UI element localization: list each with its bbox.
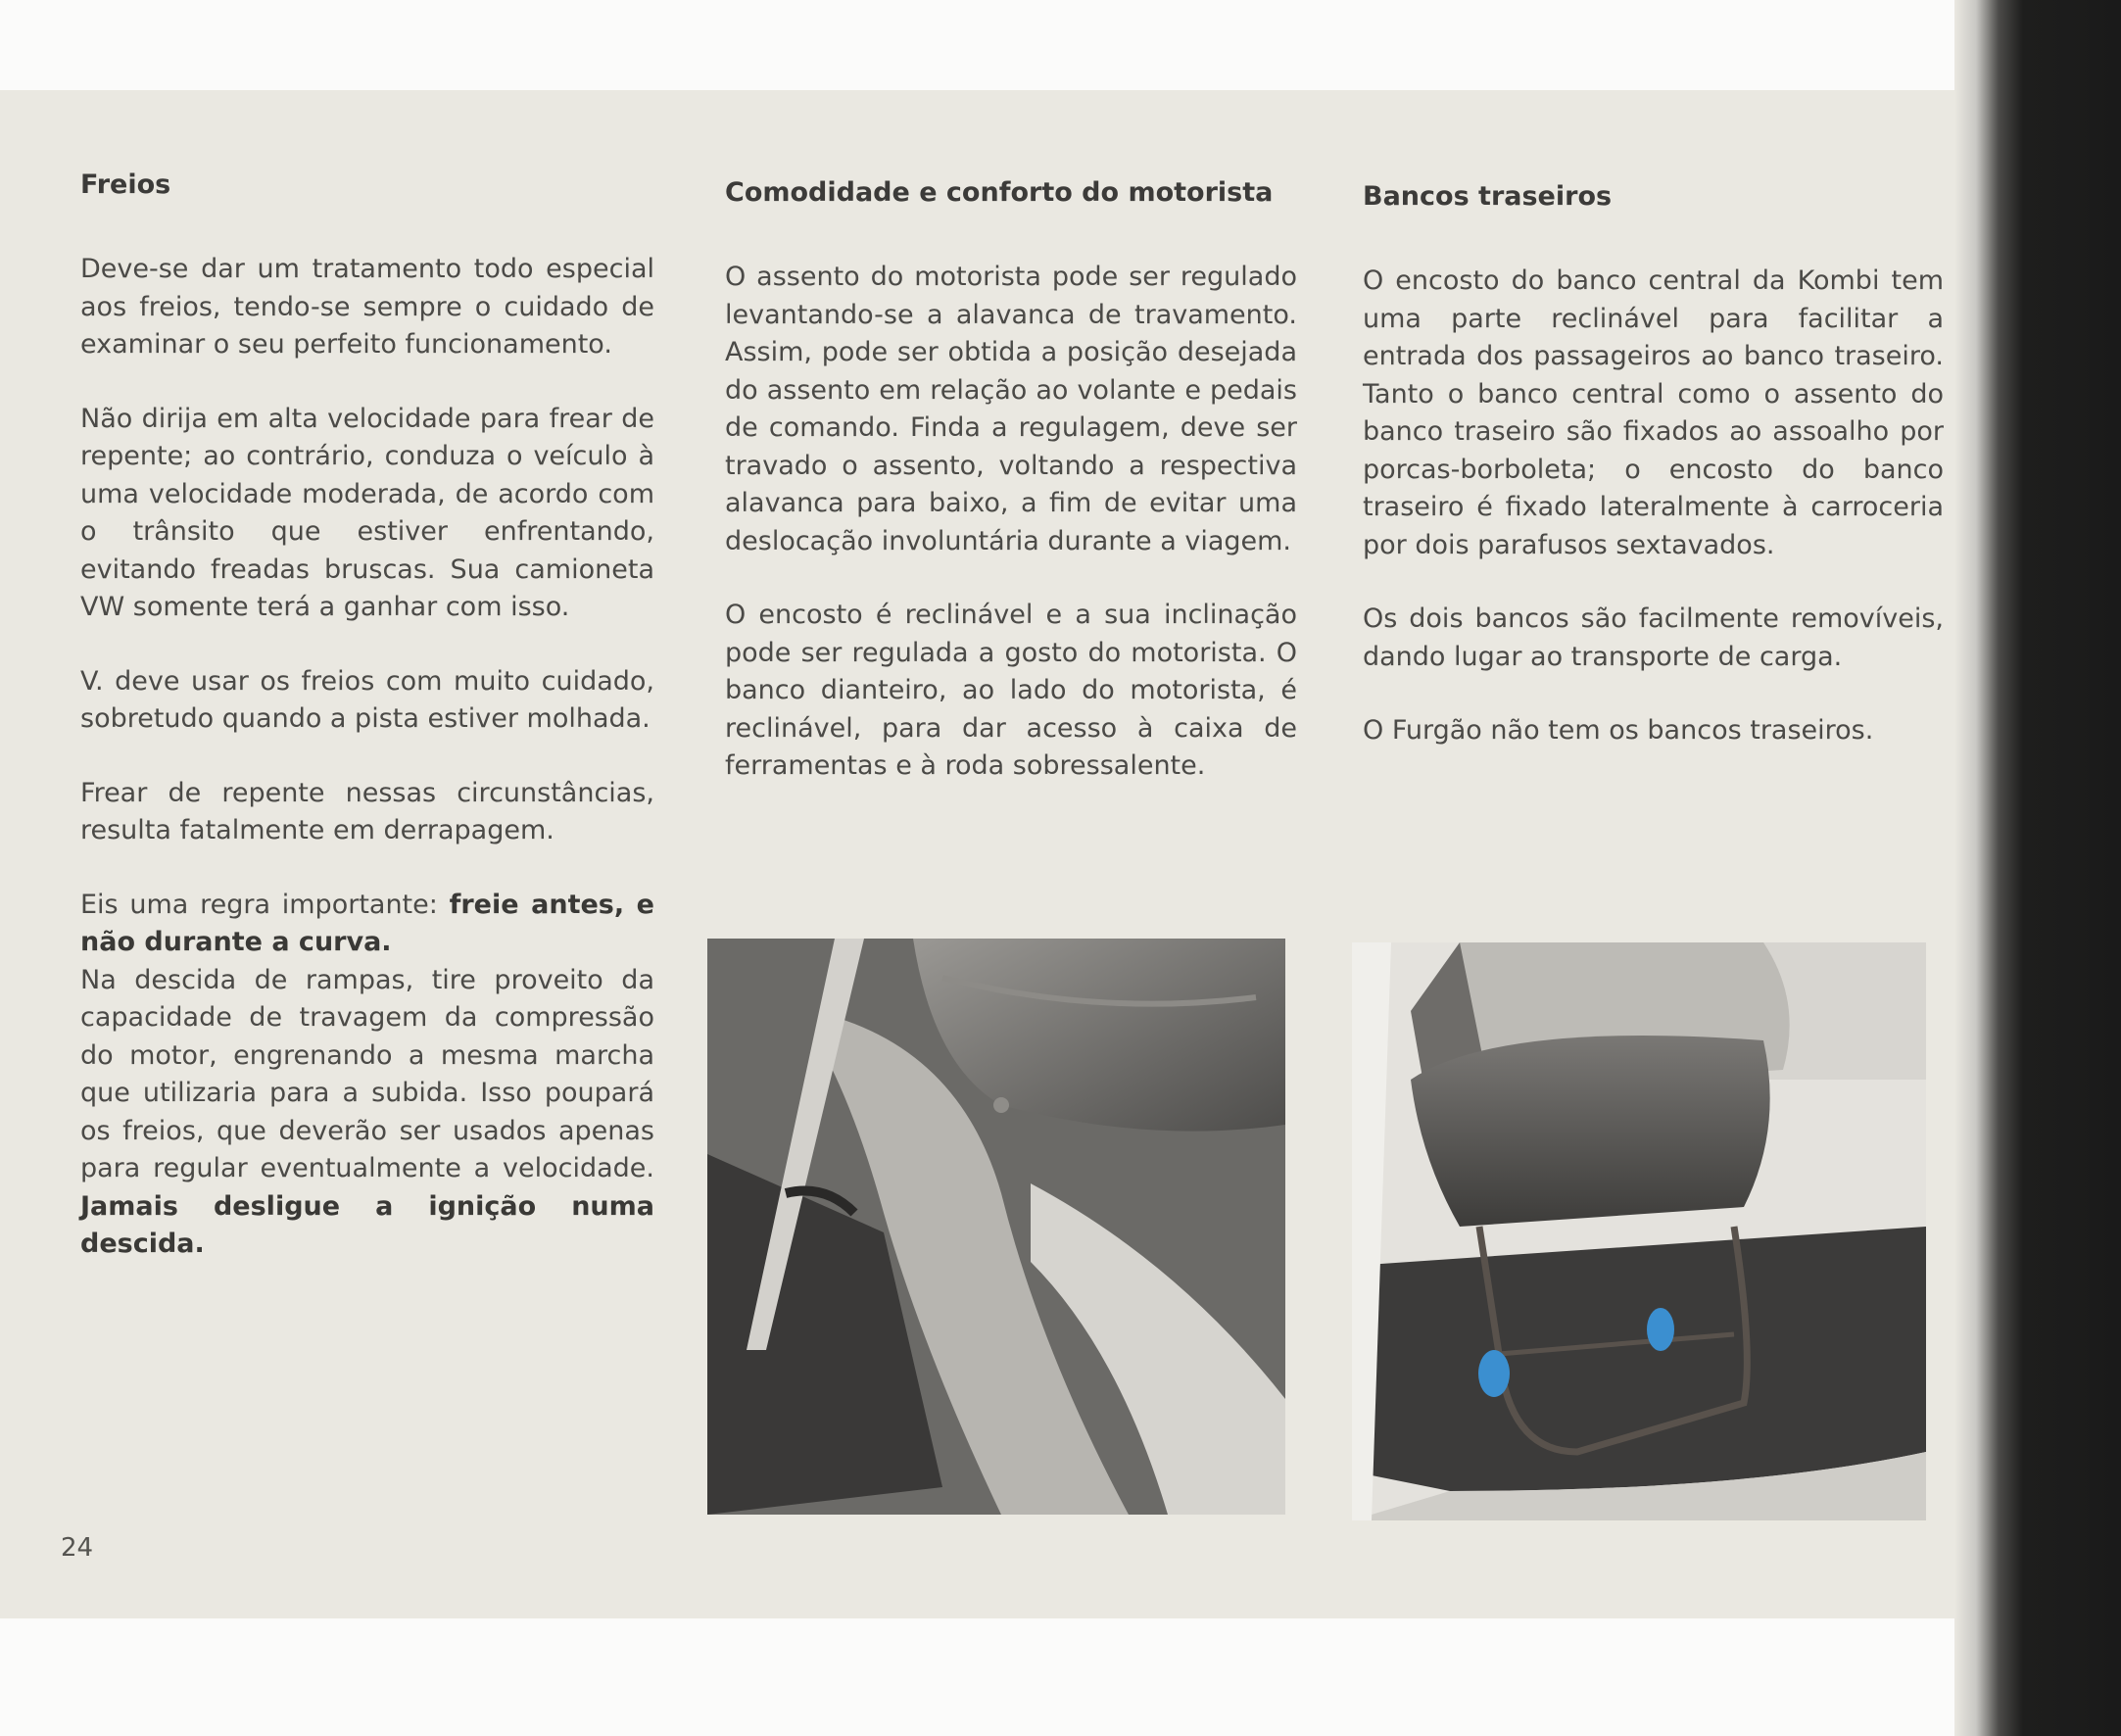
- paragraph: Não dirija em alta velocidade para frear de repente; ao contrário, conduza o veículo à uma velocidade moderada, de acordo com o trânsito que estiver enfrentando, evitando freadas bruscas. Sua camioneta VW somente terá a ganhar com isso.: [80, 403, 654, 622]
- heading-driver-comfort: Comodidade e conforto do motorista: [725, 177, 1274, 208]
- column-driver-comfort: [725, 174, 1297, 822]
- descent-text: Na descida de rampas, tire proveito da capacidade de travagem da compressão do motor, engrenando a mesma marcha que utilizaria para a subida. Isso poupará os freios, que deverão ser usados apenas para regular eventualmente a velocidade.: [80, 964, 654, 1183]
- paragraph: Deve-se dar um tratamento todo especial aos freios, tendo-se sempre o cuidado de examinar o seu perfeito funcionamento.: [80, 254, 654, 360]
- driver-seat-photo: [707, 939, 1285, 1515]
- paragraph: O encosto é reclinável e a sua inclinação pode ser regulada a gosto do motorista. O banco dianteiro, ao lado do motorista, é reclinável, para dar acesso à caixa de ferramentas e à roda sobressalente.: [725, 600, 1297, 781]
- rear-seat-photo: [1352, 942, 1926, 1520]
- paragraph: Frear de repente nessas circunstâncias, resulta fatalmente em derrapagem.: [80, 777, 654, 845]
- paragraph-descent: [80, 962, 654, 1264]
- paragraph: Os dois bancos são facilmente removíveis, dando lugar ao transporte de carga.: [1363, 603, 1944, 672]
- important-rule: [80, 887, 654, 962]
- rule-bold: freie antes, e não durante a curva.: [80, 889, 654, 957]
- page-number: 24: [61, 1533, 94, 1563]
- paragraph: O encosto do banco central da Kombi tem uma parte reclinável para facilitar a entrada dos passageiros ao banco traseiro. Tanto o banco central como o assento do banco traseiro são fixados ao assoalho por porcas-borboleta; o encosto do banco traseiro é fixado lateralmente à carroceria por dois parafusos sextavados.: [1363, 265, 1944, 560]
- rule-text: Eis uma regra importante:: [80, 889, 450, 920]
- paragraph: V. deve usar os freios com muito cuidado, sobretudo quando a pista estiver molhada.: [80, 665, 654, 734]
- column-brakes: [80, 167, 654, 1300]
- heading-brakes: Freios: [80, 169, 171, 200]
- book-spine-shadow: [1954, 0, 2121, 1736]
- heading-rear-seats: Bancos traseiros: [1363, 181, 1613, 212]
- paragraph: O Furgão não tem os bancos traseiros.: [1363, 715, 1874, 746]
- column-rear-seats: [1363, 178, 1944, 787]
- paragraph: O assento do motorista pode ser regulado levantando-se a alavanca de travamento. Assim, pode ser obtida a posição desejada do assento em relação ao volante e pedais de comando. Finda a regulagem, deve ser travado o assento, voltando a respectiva alavanca para baixo, a fim de evitar uma deslocação involuntária durante a viagem.: [725, 262, 1297, 556]
- descent-bold: Jamais desligue a ignição numa descida.: [80, 1190, 654, 1259]
